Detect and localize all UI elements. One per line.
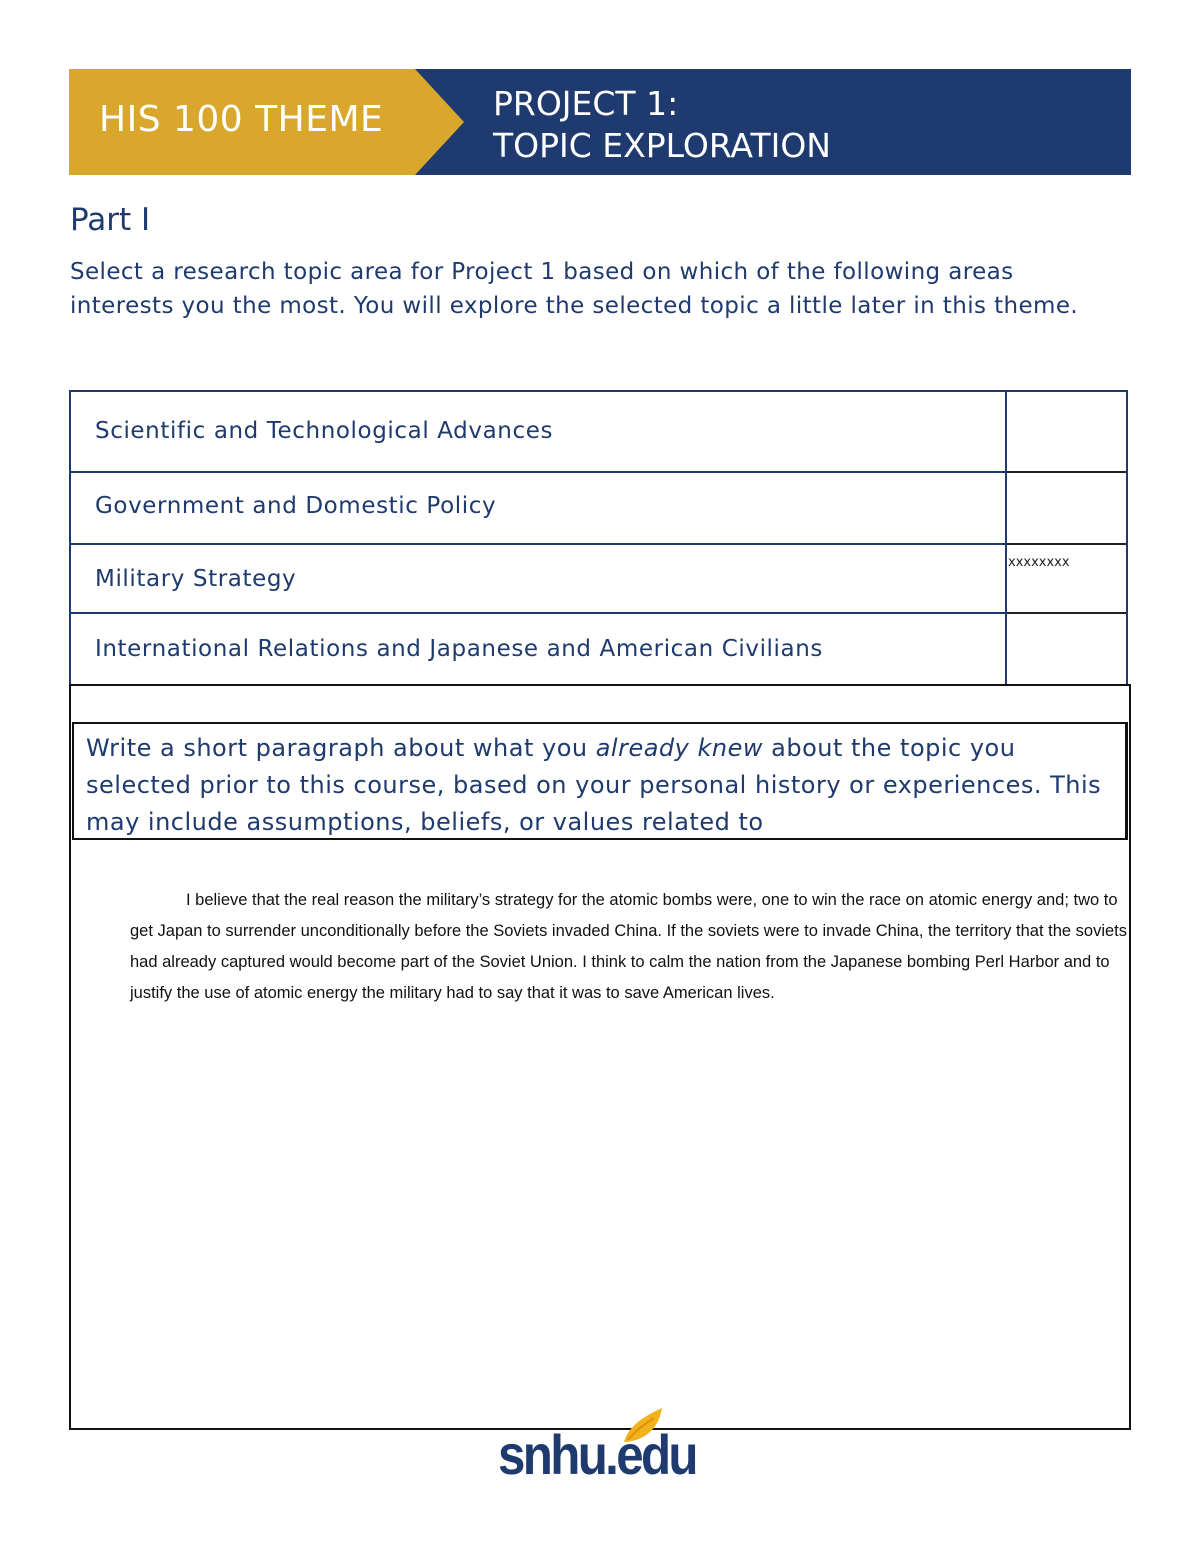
instructions-text: Select a research topic area for Project 1 based on which of the following areas interests you the most. You will explore the selected topic a little later in this theme. bbox=[70, 259, 1079, 319]
selection-mark[interactable]: xxxxxxxx bbox=[1008, 555, 1070, 570]
topic-row bbox=[71, 392, 1126, 471]
topic-label: International Relations and Japanese and American Civilians bbox=[95, 636, 823, 662]
response-paragraph[interactable]: I believe that the real reason the military’s strategy for the atomic bombs were, one to win the race on atomic energy and; two to get Japan to surrender unconditionally before the Soviets invaded China. If the soviets were to invade China, the territory that the soviets had already captured would become part of the Soviet Union. I think to calm the nation from the Japanese bombing Perl Harbor and to justify the use of atomic energy the military had to say that it was to save American lives. bbox=[130, 891, 1127, 1002]
topic-label: Military Strategy bbox=[95, 566, 297, 592]
part-heading: Part I bbox=[70, 202, 151, 238]
header-banner bbox=[69, 69, 1131, 175]
logo-text: snhu.edu bbox=[498, 1423, 696, 1486]
project-title bbox=[493, 83, 831, 167]
topic-table bbox=[69, 390, 1128, 686]
prompt-text bbox=[86, 730, 1116, 840]
topic-label: Scientific and Technological Advances bbox=[95, 418, 554, 444]
topic-row bbox=[71, 614, 1126, 684]
snhu-logo bbox=[498, 1404, 708, 1496]
theme-title: HIS 100 THEME bbox=[99, 99, 384, 140]
prompt-text-end: about the topic you selected prior to this course, based on your personal history or experiences. This may include assumptions, beliefs, or values related to bbox=[86, 734, 1102, 836]
prompt-text-start: Write a short paragraph about what you bbox=[86, 734, 596, 762]
topic-label: Government and Domestic Policy bbox=[95, 493, 497, 519]
topic-row bbox=[71, 545, 1126, 612]
prompt-box bbox=[72, 722, 1128, 840]
prompt-emphasis: already knew bbox=[595, 734, 764, 762]
project-title-line2: TOPIC EXPLORATION bbox=[493, 126, 831, 165]
project-title-line1: PROJECT 1: bbox=[493, 84, 679, 123]
topic-row bbox=[71, 473, 1126, 543]
